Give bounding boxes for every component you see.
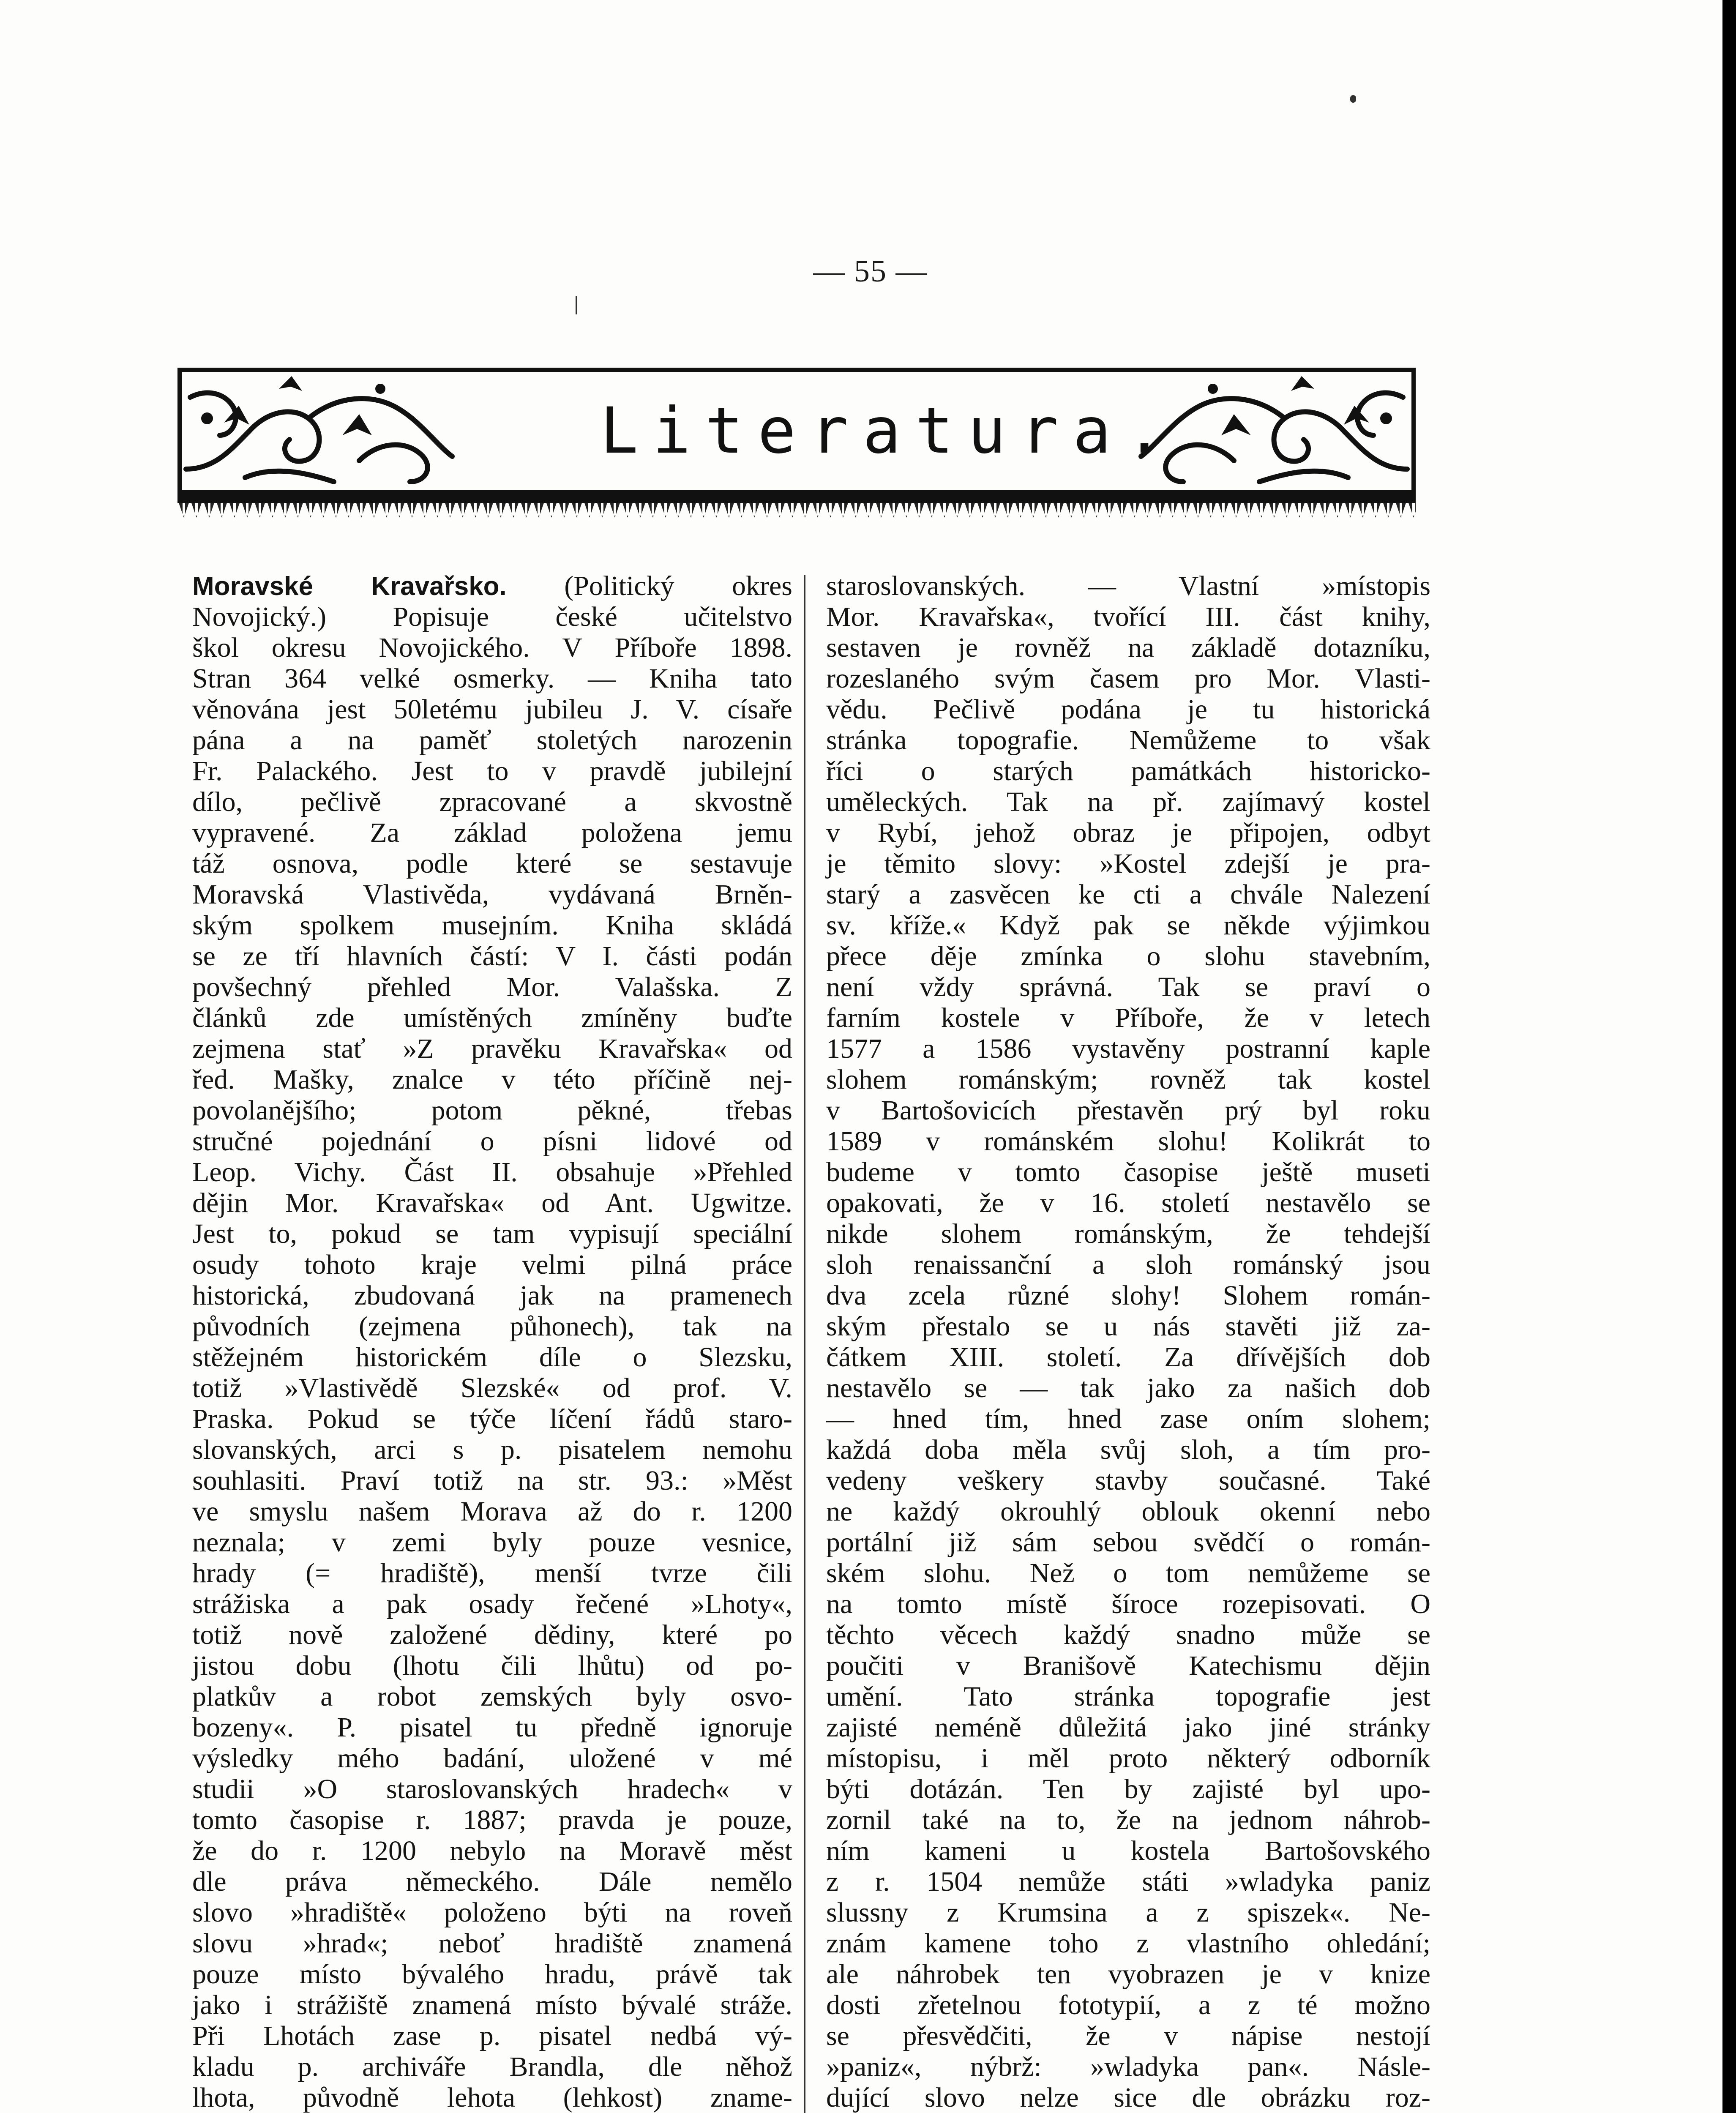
text-line: ním kameni u kostela Bartošovského — [826, 1835, 1430, 1866]
text-line: souhlasiti. Praví totiž na str. 93.: »Měst — [192, 1465, 792, 1496]
text-line: dílo, pečlivě zpracované a skvostně — [192, 786, 792, 817]
text-line: původních (zejmena půhonech), tak na — [192, 1311, 792, 1342]
text-line: stránka topografie. Nemůžeme to však — [826, 725, 1430, 756]
text-line: vypravené. Za základ položena jemu — [192, 817, 792, 848]
text-line: staroslovanských. — Vlastní »místopis — [826, 571, 1430, 601]
text-line: Novojický.) Popisuje české učitelstvo — [192, 601, 792, 632]
text-line: těchto věcech každý snadno může se — [826, 1619, 1430, 1650]
text-line: sestaven je rovněž na základě dotazníku, — [826, 632, 1430, 663]
text-line: z r. 1504 nemůže státi »wladyka paniz — [826, 1866, 1430, 1897]
text-line: není vždy správná. Tak se praví o — [826, 972, 1430, 1002]
floral-ornament-icon — [1133, 372, 1411, 490]
text-line: dosti zřetelnou fototypií, a z té možno — [826, 1990, 1430, 2020]
text-line: slovu »hrad«; neboť hradiště znamená — [192, 1928, 792, 1959]
text-line: se ze tří hlavních částí: V I. části podán — [192, 941, 792, 972]
text-line: studii »O staroslovanských hradech« v — [192, 1774, 792, 1805]
floral-ornament-icon — [182, 372, 461, 490]
text-line: Leop. Vichy. Část II. obsahuje »Přehled — [192, 1157, 792, 1188]
article-lead-word: Moravské Kravařsko. — [192, 572, 507, 601]
text-line: starý a zasvěcen ke cti a chvále Nalezení — [826, 879, 1430, 910]
text-line: vědu. Pečlivě podána je tu historická — [826, 694, 1430, 725]
text-line: že do r. 1200 nebylo na Moravě měst — [192, 1835, 792, 1866]
text-line: bozeny«. P. pisatel tu předně ignoruje — [192, 1712, 792, 1743]
text-line: slohem románským; rovněž tak kostel — [826, 1064, 1430, 1095]
text-line: Při Lhotách zase p. pisatel nedbá vý- — [192, 2020, 792, 2051]
text-line: dějin Mor. Kravařska« od Ant. Ugwitze. — [192, 1188, 792, 1218]
text-line: zejmena stať »Z pravěku Kravařska« od — [192, 1033, 792, 1064]
text-line: přece děje zmínka o slohu stavebním, — [826, 941, 1430, 972]
text-line: ne každý okrouhlý oblouk okenní nebo — [826, 1496, 1430, 1527]
text-line: slovanských, arci s p. pisatelem nemohu — [192, 1434, 792, 1465]
text-line: dle práva německého. Dále nemělo — [192, 1866, 792, 1897]
text-line: umění. Tato stránka topografie jest — [826, 1681, 1430, 1712]
text-line: býti dotázán. Ten by zajisté byl upo- — [826, 1774, 1430, 1805]
text-line: článků zde umístěných zmíněny buďte — [192, 1002, 792, 1033]
text-line: — hned tím, hned zase oním slohem; — [826, 1403, 1430, 1434]
text-line: v Rybí, jehož obraz je připojen, odbyt — [826, 817, 1430, 848]
text-line: Mor. Kravařska«, tvořící III. část knihy, — [826, 601, 1430, 632]
text-segment: (Politický okres — [506, 571, 792, 601]
text-line: farním kostele v Příboře, že v letech — [826, 1002, 1430, 1033]
margin-mark — [576, 296, 577, 314]
text-line: znám kamene toho z vlastního ohledání; — [826, 1928, 1430, 1959]
text-line: táž osnova, podle které se sestavuje — [192, 848, 792, 879]
margin-mark — [1350, 95, 1356, 103]
column-divider — [804, 575, 805, 2113]
text-line: neznala; v zemi byly pouze vesnice, — [192, 1527, 792, 1558]
text-line: 1577 a 1586 vystavěny postranní kaple — [826, 1033, 1430, 1064]
text-line: každá doba měla svůj sloh, a tím pro- — [826, 1434, 1430, 1465]
text-line: kladu p. archiváře Brandla, dle něhož — [192, 2051, 792, 2082]
text-line: tomto časopise r. 1887; pravda je pouze, — [192, 1805, 792, 1835]
text-line: Moravská Vlastivěda, vydávaná Brněn- — [192, 879, 792, 910]
text-line: zornil také na to, že na jednom náhrob- — [826, 1805, 1430, 1835]
text-line: »paniz«, nýbrž: »wladyka pan«. Násle- — [826, 2051, 1430, 2082]
text-line: 1589 v románském slohu! Kolikrát to — [826, 1126, 1430, 1157]
text-line: Praska. Pokud se týče líčení řádů staro- — [192, 1403, 792, 1434]
text-line: slovo »hradiště« položeno býti na roveň — [192, 1897, 792, 1928]
text-line: dující slovo nelze sice dle obrázku roz- — [826, 2082, 1430, 2113]
text-line: stručné pojednání o písni lidové od — [192, 1126, 792, 1157]
text-line: hrady (= hradiště), menší tvrze čili — [192, 1558, 792, 1589]
text-line: sloh renaissanční a sloh románský jsou — [826, 1249, 1430, 1280]
text-line: se přesvědčiti, že v nápise nestojí — [826, 2020, 1430, 2051]
text-line: sv. kříže.« Když pak se někde výjimkou — [826, 910, 1430, 941]
text-line: výsledky mého badání, uložené v mé — [192, 1743, 792, 1774]
text-line: povolanějšího; potom pěkné, třebas — [192, 1095, 792, 1126]
article-left-column — [192, 571, 792, 2113]
text-line: rozeslaného svým časem pro Mor. Vlasti- — [826, 663, 1430, 694]
text-line: lhota, původně lehota (lehkost) zname- — [192, 2082, 792, 2113]
text-line: na tomto místě šíroce rozepisovati. O — [826, 1589, 1430, 1619]
text-line: pána a na paměť stoletých narozenin — [192, 725, 792, 756]
text-line: zajisté neméně důležitá jako jiné stránky — [826, 1712, 1430, 1743]
section-title: Literatura. — [600, 394, 1178, 468]
page-number: — 55 — — [813, 254, 928, 289]
text-line: Jest to, pokud se tam vypisují speciální — [192, 1218, 792, 1249]
text-line: povšechný přehled Mor. Valašska. Z — [192, 972, 792, 1002]
text-line: ale náhrobek ten vyobrazen je v knize — [826, 1959, 1430, 1990]
text-line: říci o starých památkách historicko- — [826, 756, 1430, 786]
text-line: platkův a robot zemských byly osvo- — [192, 1681, 792, 1712]
text-line: strážiska a pak osady řečené »Lhoty«, — [192, 1589, 792, 1619]
section-header-banner — [177, 368, 1416, 537]
text-line: škol okresu Novojického. V Příboře 1898. — [192, 632, 792, 663]
text-line: ském slohu. Než o tom nemůžeme se — [826, 1558, 1430, 1589]
text-line: ským přestalo se u nás stavěti již za- — [826, 1311, 1430, 1342]
text-line: slussny z Krumsina a z spiszek«. Ne- — [826, 1897, 1430, 1928]
text-line: opakovati, že v 16. století nestavělo se — [826, 1188, 1430, 1218]
text-line: řed. Mašky, znalce v této příčině nej- — [192, 1064, 792, 1095]
text-line: poučiti v Branišově Katechismu dějin — [826, 1650, 1430, 1681]
text-line: portální již sám sebou svědčí o román- — [826, 1527, 1430, 1558]
text-line: totiž »Vlastivědě Slezské« od prof. V. — [192, 1373, 792, 1403]
text-line: je těmito slovy: »Kostel zdejší je pra- — [826, 848, 1430, 879]
text-line: Fr. Palackého. Jest to v pravdě jubilejní — [192, 756, 792, 786]
text-line: dva zcela různé slohy! Slohem román- — [826, 1280, 1430, 1311]
text-line: vedeny veškery stavby současné. Také — [826, 1465, 1430, 1496]
text-line: osudy tohoto kraje velmi pilná práce — [192, 1249, 792, 1280]
text-line: ve smyslu našem Morava až do r. 1200 — [192, 1496, 792, 1527]
text-line: pouze místo bývalého hradu, právě tak — [192, 1959, 792, 1990]
text-line: Stran 364 velké osmerky. — Kniha tato — [192, 663, 792, 694]
text-line: historická, zbudovaná jak na pramenech — [192, 1280, 792, 1311]
text-line: uměleckých. Tak na př. zajímavý kostel — [826, 786, 1430, 817]
text-line: jako i strážiště znamená místo bývalé stráže. — [192, 1990, 792, 2020]
banner-fringe — [177, 494, 1416, 520]
text-line: stěžejném historickém díle o Slezsku, — [192, 1342, 792, 1373]
text-line: místopisu, i měl proto některý odborník — [826, 1743, 1430, 1774]
text-line: jistou dobu (lhotu čili lhůtu) od po- — [192, 1650, 792, 1681]
text-line — [192, 571, 792, 601]
text-line: věnována jest 50letému jubileu J. V. císaře — [192, 694, 792, 725]
text-line: čátkem XIII. století. Za dřívějších dob — [826, 1342, 1430, 1373]
text-line: budeme v tomto časopise ještě museti — [826, 1157, 1430, 1188]
text-line: v Bartošovicích přestavěn prý byl roku — [826, 1095, 1430, 1126]
article-right-column — [826, 571, 1430, 2113]
text-line: ským spolkem musejním. Kniha skládá — [192, 910, 792, 941]
text-line: nikde slohem románským, že tehdejší — [826, 1218, 1430, 1249]
text-line: nestavělo se — tak jako za našich dob — [826, 1373, 1430, 1403]
text-line: totiž nově založené dědiny, které po — [192, 1619, 792, 1650]
